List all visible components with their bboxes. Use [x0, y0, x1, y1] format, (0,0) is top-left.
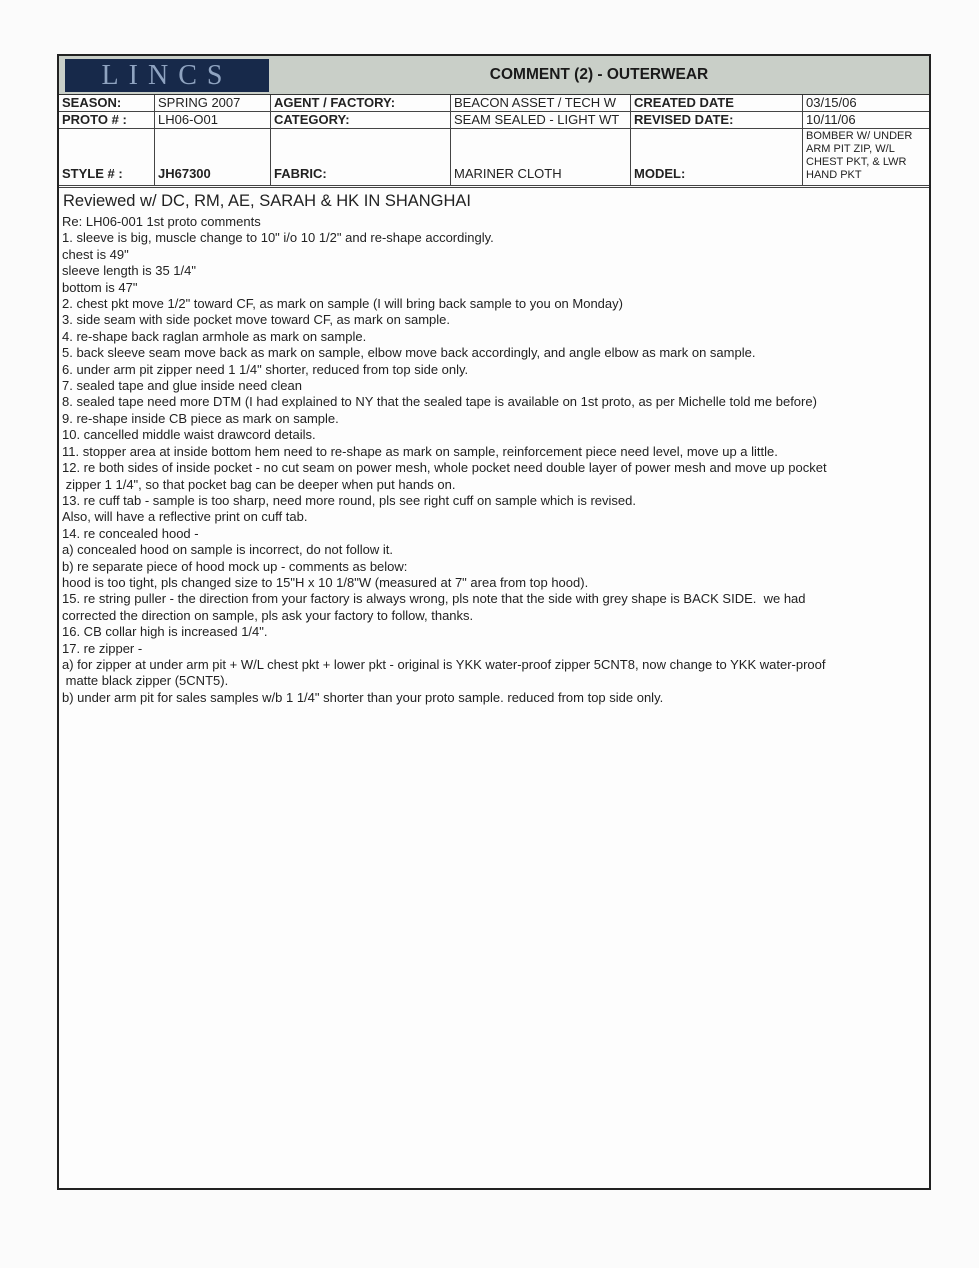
- agent-value: BEACON ASSET / TECH W: [451, 95, 631, 112]
- note-line: 13. re cuff tab - sample is too sharp, need more round, pls see right cuff on sample which is revised.: [62, 492, 636, 508]
- comment-notes: [62, 214, 924, 706]
- note-line: 4. re-shape back raglan armhole as mark on sample.: [62, 328, 367, 344]
- created-label: CREATED DATE: [631, 95, 803, 112]
- style-value: JH67300: [155, 129, 271, 185]
- note-line: 12. re both sides of inside pocket - no cut seam on power mesh, whole pocket need double layer of power mesh and move up pocket: [62, 460, 827, 476]
- proto-label: PROTO # :: [59, 112, 155, 129]
- season-label: SEASON:: [59, 95, 155, 112]
- category-value: SEAM SEALED - LIGHT WT: [451, 112, 631, 129]
- model-value: BOMBER W/ UNDER ARM PIT ZIP, W/L CHEST PKT, & LWR HAND PKT: [806, 130, 913, 181]
- sheet-title: COMMENT (2) - OUTERWEAR: [489, 66, 709, 83]
- note-line: chest is 49": [62, 246, 129, 262]
- category-label: CATEGORY:: [271, 112, 451, 129]
- note-line: bottom is 47": [62, 279, 138, 295]
- note-line: 8. sealed tape need more DTM (I had explained to NY that the sealed tape is available on 1st proto, as per Michelle told me before): [62, 394, 817, 410]
- note-line: zipper 1 1/4", so that pocket bag can be deeper when put hands on.: [62, 476, 456, 492]
- note-line: 16. CB collar high is increased 1/4".: [62, 624, 268, 640]
- revised-label: REVISED DATE:: [631, 112, 803, 129]
- note-line: 17. re zipper -: [62, 640, 143, 656]
- note-line: 3. side seam with side pocket move toward CF, as mark on sample.: [62, 312, 450, 328]
- note-line: 15. re string puller - the direction from your factory is always wrong, pls note that the side with grey shape is BACK SIDE. we had: [62, 591, 806, 607]
- model-label: MODEL:: [631, 129, 803, 185]
- note-line: corrected the direction on sample, pls ask your factory to follow, thanks.: [62, 607, 474, 623]
- agent-label: AGENT / FACTORY:: [271, 95, 451, 112]
- note-line: Re: LH06-001 1st proto comments: [62, 214, 261, 229]
- created-value: 03/15/06: [803, 95, 929, 112]
- note-line: 7. sealed tape and glue inside need clean: [62, 378, 302, 394]
- note-line: matte black zipper (5CNT5).: [62, 673, 229, 689]
- lincs-logo: LINCS: [65, 59, 269, 92]
- reviewed-heading: Reviewed w/ DC, RM, AE, SARAH & HK IN SHANGHAI: [63, 192, 472, 210]
- fabric-label: FABRIC:: [271, 129, 451, 185]
- note-line: 9. re-shape inside CB piece as mark on sample.: [62, 410, 339, 426]
- comment-sheet: [57, 54, 931, 1190]
- note-line: b) under arm pit for sales samples w/b 1 1/4" shorter than your proto sample. reduced from top side only.: [62, 689, 664, 705]
- style-label: STYLE # :: [59, 129, 155, 185]
- note-line: 2. chest pkt move 1/2" toward CF, as mark on sample (I will bring back sample to you on Monday): [62, 296, 623, 312]
- note-line: sleeve length is 35 1/4": [62, 263, 196, 279]
- header-separator: [59, 185, 929, 188]
- note-line: b) re separate piece of hood mock up - comments as below:: [62, 558, 408, 574]
- note-line: 10. cancelled middle waist drawcord details.: [62, 427, 316, 443]
- note-line: 6. under arm pit zipper need 1 1/4" shorter, reduced from top side only.: [62, 361, 469, 377]
- note-line: 11. stopper area at inside bottom hem need to re-shape as mark on sample, reinforcement piece need level, move up a little.: [62, 443, 778, 459]
- revised-value: 10/11/06: [803, 112, 929, 129]
- note-line: Also, will have a reflective print on cuff tab.: [62, 509, 308, 525]
- note-line: 5. back sleeve seam move back as mark on sample, elbow move back accordingly, and angle elbow as mark on sample.: [62, 345, 756, 361]
- note-line: hood is too tight, pls changed size to 15"H x 10 1/8"W (measured at 7" area from top hood).: [62, 574, 589, 590]
- fabric-value: MARINER CLOTH: [451, 129, 631, 185]
- season-value: SPRING 2007: [155, 95, 271, 112]
- note-line: a) for zipper at under arm pit + W/L chest pkt + lower pkt - original is YKK water-proof zipper 5CNT8, now change to YKK water-proof: [62, 656, 826, 672]
- note-line: 1. sleeve is big, muscle change to 10" i/o 10 1/2" and re-shape accordingly.: [62, 230, 494, 246]
- header-bar: [59, 56, 929, 95]
- note-line: 14. re concealed hood -: [62, 525, 199, 541]
- proto-value: LH06-O01: [155, 112, 271, 129]
- note-line: a) concealed hood on sample is incorrect, do not follow it.: [62, 542, 393, 558]
